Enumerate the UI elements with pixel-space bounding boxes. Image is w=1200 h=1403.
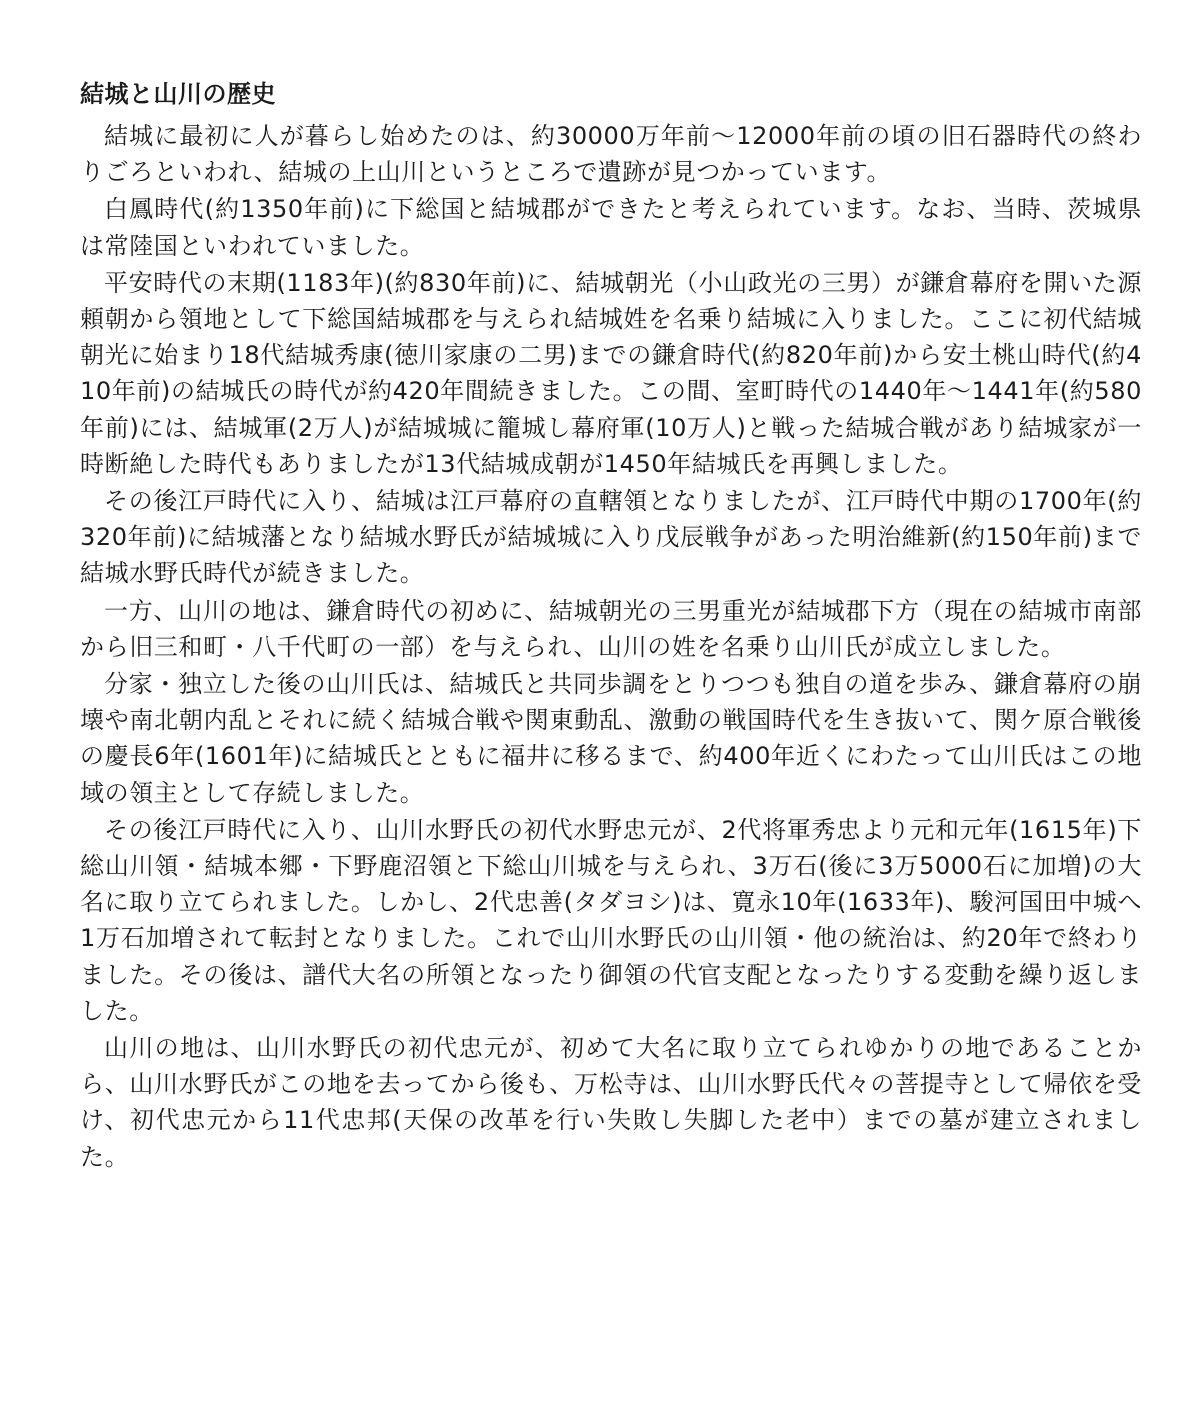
paragraph-edo-yuki-domain: その後江戸時代に入り、結城は江戸幕府の直轄領となりましたが、江戸時代中期の1700年(約320年前)に結城藩となり結城水野氏が結城城に入り戊辰戦争があった明治維新(約150年前)まで結城水野氏時代が続きました。 <box>80 487 1142 588</box>
paragraph-yamakawa-clan: 分家・独立した後の山川氏は、結城氏と共同歩調をとりつつも独自の道を歩み、鎌倉幕府の崩壊や南北朝内乱とそれに続く結城合戦や関東動乱、激動の戦国時代を生き抜いて、関ケ原合戦後の慶長6年(1601年)に結城氏とともに福井に移るまで、約400年近くにわたって山川氏はこの地域の領主として存続しました。 <box>80 670 1142 807</box>
paragraph-hakuho: 白鳳時代(約1350年前)に下総国と結城郡ができたと考えられています。なお、当時、茨城県は常陸国といわれていました。 <box>80 195 1142 260</box>
paragraph-paleolithic: 結城に最初に人が暮らし始めたのは、約30000万年前〜12000年前の頃の旧石器時代の終わりごろといわれ、結城の上山川というところで遺跡が見つかっています。 <box>80 122 1142 187</box>
document-title: 結城と山川の歴史 <box>80 80 276 108</box>
paragraph-yamakawa-origin: 一方、山川の地は、鎌倉時代の初めに、結城朝光の三男重光が結城郡下方（現在の結城市南部から旧三和町・八千代町の一部）を与えられ、山川の姓を名乗り山川氏が成立しました。 <box>80 596 1142 661</box>
document-page <box>80 72 1142 1176</box>
paragraph-yamakawa-mizuno: その後江戸時代に入り、山川水野氏の初代水野忠元が、2代将軍秀忠より元和元年(1615年)下総山川領・結城本郷・下野鹿沼領と下総山川城を与えられ、3万石(後に3万5000石に加増)の大名に取り立てられました。しかし、2代忠善(タダヨシ)は、寛永10年(1633年)、駿河国田中城へ1万石加増されて転封となりました。これで山川水野氏の山川領・他の統治は、約20年で終わりました。その後は、譜代大名の所領となったり御領の代官支配となったりする変動を繰り返しました。 <box>80 815 1142 1025</box>
paragraph-bansho-ji: 山川の地は、山川水野氏の初代忠元が、初めて大名に取り立てられゆかりの地であることから、山川水野氏がこの地を去ってから後も、万松寺は、山川水野氏代々の菩提寺として帰依を受け、初代忠元から11代忠邦(天保の改革を行い失敗し失脚した老中）までの墓が建立されました。 <box>80 1034 1142 1171</box>
paragraph-heian-yuki-clan: 平安時代の末期(1183年)(約830年前)に、結城朝光（小山政光の三男）が鎌倉幕府を開いた源頼朝から領地として下総国結城郡を与えられ結城姓を名乗り結城に入りました。ここに初代結城朝光に始まり18代結城秀康(徳川家康の二男)までの鎌倉時代(約820年前)から安土桃山時代(約410年前)の結城氏の時代が約420年間続きました。この間、室町時代の1440年〜1441年(約580年前)には、結城軍(2万人)が結城城に籠城し幕府軍(10万人)と戦った結城合戦があり結城家が一時断絶した時代もありましたが13代結城成朝が1450年結城氏を再興しました。 <box>80 268 1142 478</box>
